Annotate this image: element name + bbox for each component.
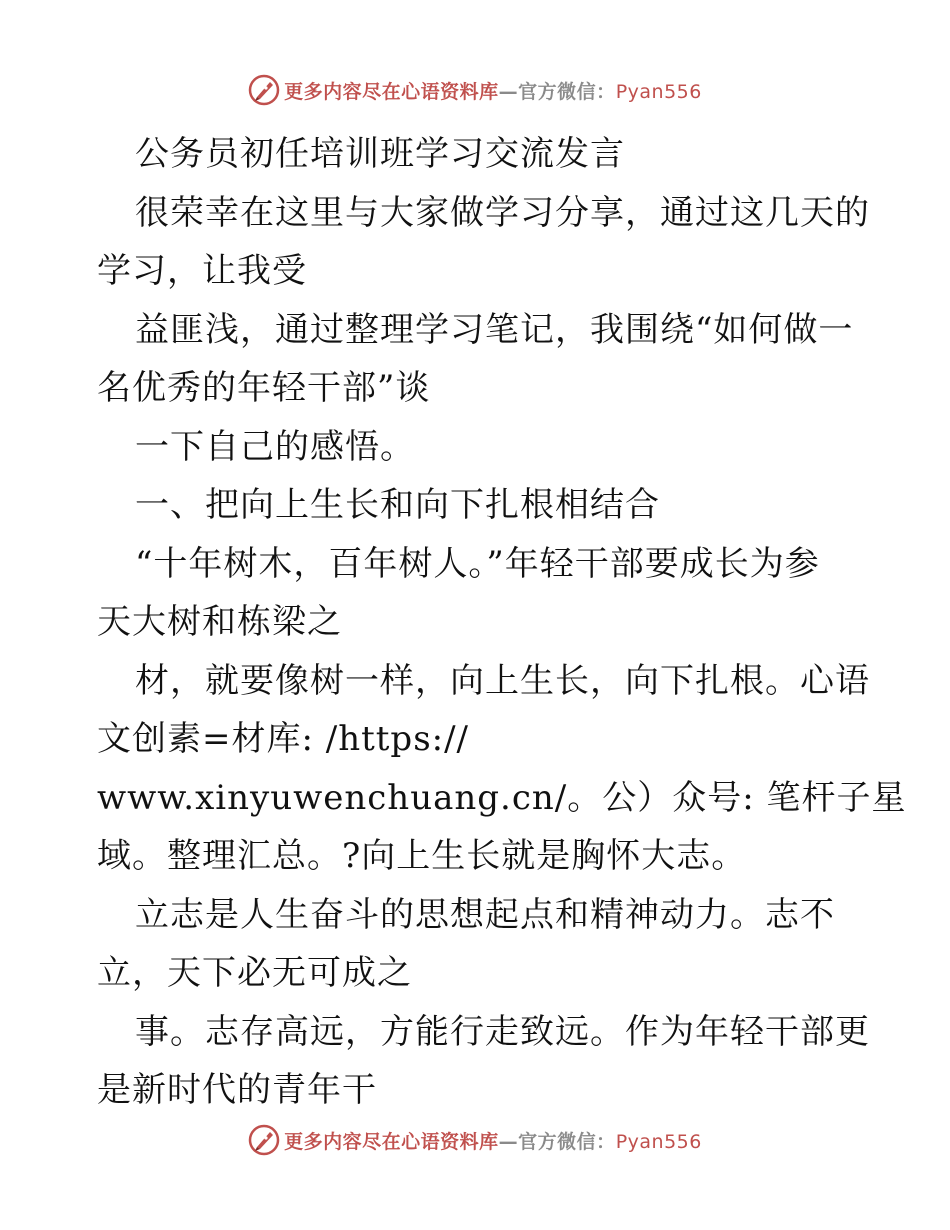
header-banner-dash: — bbox=[498, 80, 519, 103]
footer-banner-text bbox=[284, 1127, 702, 1154]
footer-banner-wechat-id: Pyan556 bbox=[615, 1130, 702, 1153]
paragraph-line: 学习，让我受 bbox=[97, 251, 307, 291]
document-body bbox=[97, 125, 907, 1120]
paragraph-line: 名优秀的年轻干部”谈 bbox=[97, 368, 431, 408]
paragraph-line: 域。整理汇总。?向上生长就是胸怀大志。 bbox=[97, 836, 747, 876]
quill-pen-logo-icon bbox=[248, 1124, 280, 1156]
document-title: 公务员初任培训班学习交流发言 bbox=[135, 134, 625, 174]
paragraph-line: 很荣幸在这里与大家做学习分享，通过这几天的 bbox=[135, 192, 870, 233]
footer-banner-main-text: 更多内容尽在心语资料库 bbox=[284, 1130, 499, 1153]
paragraph-line: 事。志存高远，方能行走致远。作为年轻干部更 bbox=[135, 1011, 870, 1052]
paragraph-line: “十年树木，百年树人。”年轻干部要成长为参 bbox=[135, 543, 820, 584]
footer-banner bbox=[0, 1122, 950, 1158]
header-banner-main-text: 更多内容尽在心语资料库 bbox=[284, 80, 499, 103]
paragraph-line: 益匪浅，通过整理学习笔记，我围绕“如何做一 bbox=[135, 309, 854, 350]
header-banner-content bbox=[248, 74, 702, 106]
paragraph-line: 材，就要像树一样，向上生长，向下扎根。心语 bbox=[135, 660, 870, 701]
section-heading: 一、把向上生长和向下扎根相结合 bbox=[135, 485, 660, 525]
paragraph-line: 是新时代的青年干 bbox=[97, 1070, 377, 1110]
paragraph-line: 立，天下必无可成之 bbox=[97, 953, 412, 993]
footer-banner-dash: — bbox=[498, 1130, 519, 1153]
footer-banner-wechat-label: 官方微信： bbox=[518, 1130, 616, 1153]
paragraph-line: www.xinyuwenchuang.cn/。公）众号: 笔杆子星 bbox=[97, 777, 907, 818]
paragraph-line: 立志是人生奋斗的思想起点和精神动力。志不 bbox=[135, 894, 835, 935]
paragraph-line: 文创素=材库: /https:// bbox=[97, 719, 470, 759]
header-banner-wechat-label: 官方微信： bbox=[518, 80, 616, 103]
paragraph-line: 天大树和栋梁之 bbox=[97, 602, 342, 642]
paragraph-line: 一下自己的感悟。 bbox=[135, 426, 415, 467]
header-banner-text bbox=[284, 77, 702, 104]
header-banner bbox=[0, 72, 950, 108]
footer-banner-content bbox=[248, 1124, 702, 1156]
quill-pen-logo-icon bbox=[248, 74, 280, 106]
header-banner-wechat-id: Pyan556 bbox=[615, 80, 702, 103]
